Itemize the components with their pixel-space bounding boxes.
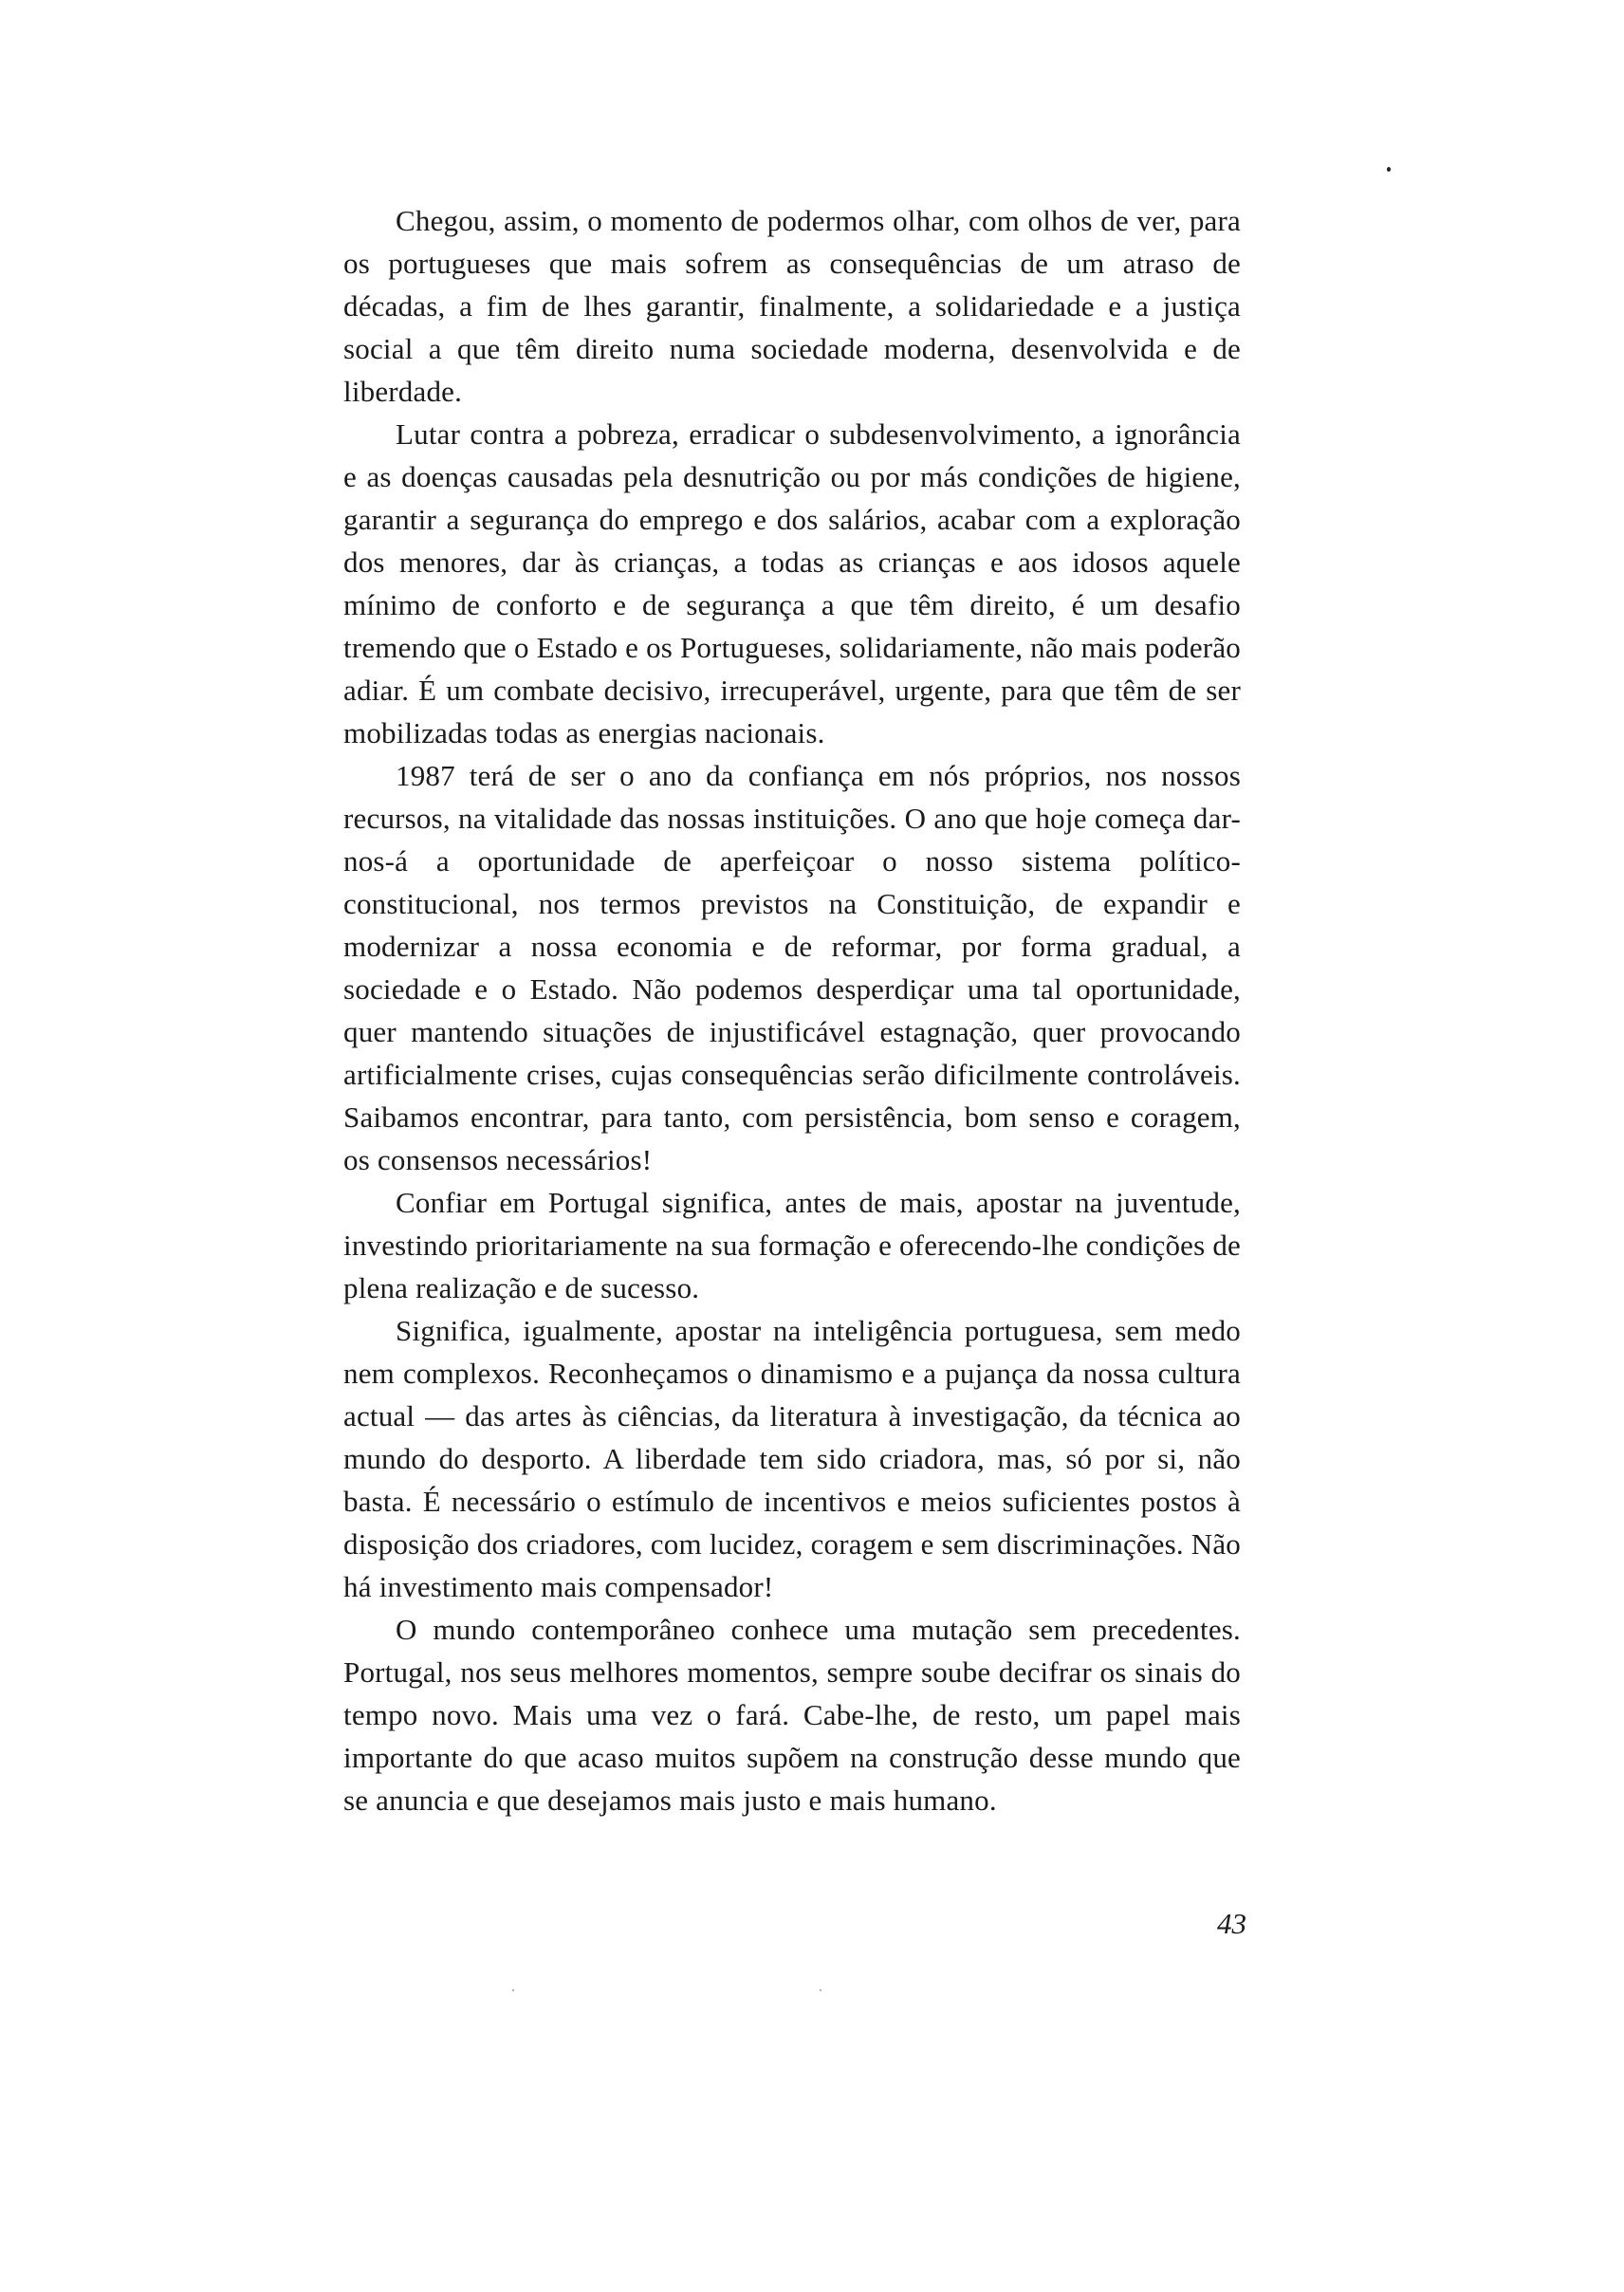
scan-speck bbox=[1387, 167, 1391, 172]
paragraph-2: Lutar contra a pobreza, erradicar o subdesenvolvimento, a ignorância e as doenças causadas pela desnutrição ou por más condições de higiene, garantir a segurança do emprego e dos salários, acabar com a exploração dos menores, dar às crianças, a todas as crianças e aos idosos aquele mínimo de conforto e de segurança a que têm direito, é um desafio tremendo que o Estado e os Portugueses, solidariamente, não mais poderão adiar. É um combate decisivo, irrecuperável, urgente, para que têm de ser mobilizadas todas as energias nacionais. bbox=[343, 417, 1241, 749]
paragraph-1: Chegou, assim, o momento de podermos olhar, com olhos de ver, para os portugueses que mais sofrem as consequências de um atraso de décadas, a fim de lhes garantir, finalmente, a solidariedade e a justiça social a que têm direito numa sociedade moderna, desenvolvida e de liberdade. bbox=[343, 204, 1241, 408]
scan-speck bbox=[512, 1989, 514, 1991]
paragraph-5: Significa, igualmente, apostar na inteligência portuguesa, sem medo nem complexos. Reconheçamos o dinamismo e a pujança da nossa cultura actual — das artes às ciências, da literatura à investigação, da técnica ao mundo do desporto. A liberdade tem sido criadora, mas, só por si, não basta. É necessário o estímulo de incentivos e meios suficientes postos à disposição dos criadores, com lucidez, coragem e sem discriminações. Não há investimento mais compensador! bbox=[343, 1314, 1241, 1603]
body-text bbox=[343, 199, 1241, 1821]
paragraph-3: 1987 terá de ser o ano da confiança em nós próprios, nos nossos recursos, na vitalidade das nossas instituições. O ano que hoje começa dar-nos-á a oportunidade de aperfeiçoar o nosso sistema político-constitucional, nos termos previstos na Constituição, de expandir e modernizar a nossa economia e de reformar, por forma gradual, a sociedade e o Estado. Não podemos desperdiçar uma tal oportunidade, quer mantendo situações de injustificável estagnação, quer provocando artificialmente crises, cujas consequências serão dificilmente controláveis. Saibamos encontrar, para tanto, com persistência, bom senso e coragem, os consensos necessários! bbox=[343, 759, 1241, 1176]
page-number: 43 bbox=[1217, 1907, 1246, 1940]
scan-speck bbox=[820, 1989, 821, 1991]
paragraph-6: O mundo contemporâneo conhece uma mutação sem precedentes. Portugal, nos seus melhores momentos, sempre soube decifrar os sinais do tempo novo. Mais uma vez o fará. Cabe-lhe, de resto, um papel mais importante do que acaso muitos supõem na construção desse mundo que se anuncia e que desejamos mais justo e mais humano. bbox=[343, 1613, 1241, 1817]
paragraph-4: Confiar em Portugal significa, antes de mais, apostar na juventude, investindo prioritariamente na sua formação e oferecendo-lhe condições de plena realização e de sucesso. bbox=[343, 1186, 1241, 1304]
